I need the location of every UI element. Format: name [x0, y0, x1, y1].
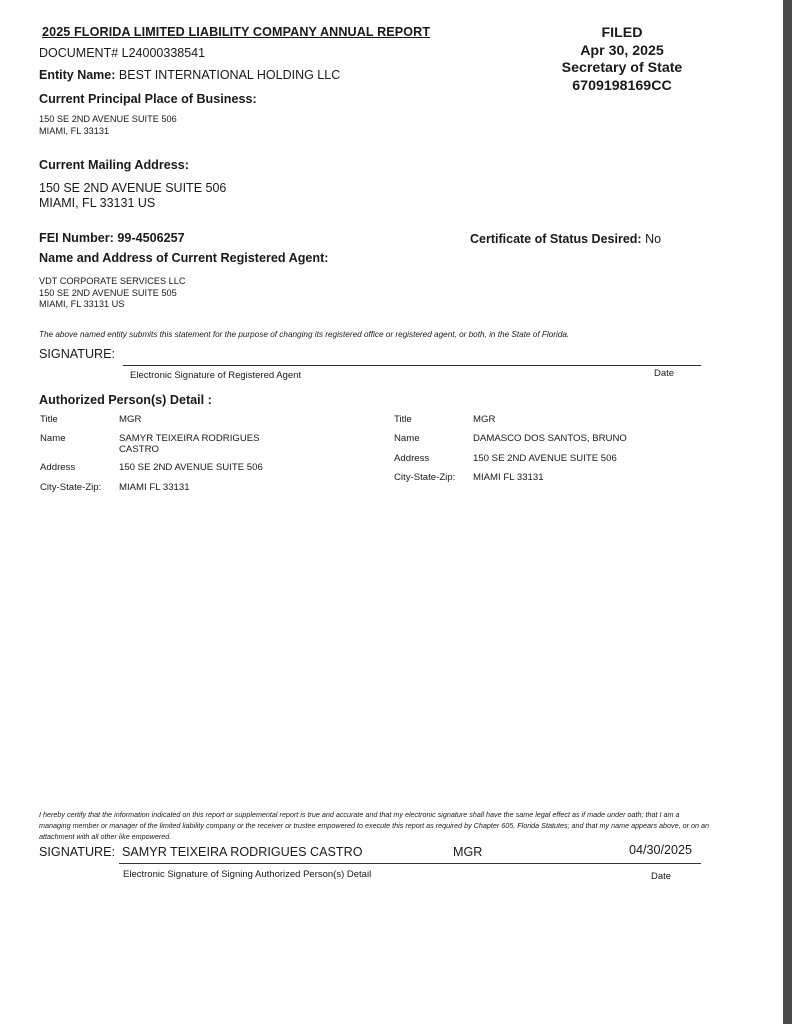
document-number: [39, 46, 205, 60]
registered-agent-line1: 150 SE 2ND AVENUE SUITE 505: [39, 288, 177, 298]
filed-status: FILED: [601, 25, 643, 41]
person1-title-label: Title: [40, 414, 58, 425]
agent-signature-caption: Electronic Signature of Registered Agent: [130, 370, 302, 381]
person1-name-label: Name: [40, 433, 66, 444]
person2-address: 150 SE 2ND AVENUE SUITE 506: [473, 453, 617, 464]
person2-name-label: Name: [394, 433, 420, 444]
principal-place-heading: Current Principal Place of Business:: [39, 92, 257, 106]
agent-statement: The above named entity submits this statement for the purpose of changing its registered office or registered agent, or both, in the State of Florida.: [39, 330, 570, 339]
certificate-value: No: [645, 232, 662, 246]
agent-date-caption: Date: [654, 368, 675, 379]
entity-name: [39, 68, 340, 82]
authorized-persons-heading: Authorized Person(s) Detail :: [39, 393, 212, 407]
certification-text: I hereby certify that the information indicated on this report or supplemental report is true and accurate and that my electronic signature shall have the same legal effect as if made under oath; that I am a managing member or manager of the limited liability company or the receiver or trustee empowered to execute this report as required by Chapter 605, Florida Statutes; and that my name appears above, or on an attachment with all other like empowered.: [39, 810, 709, 841]
filed-office: Secretary of State: [561, 60, 683, 76]
agent-signature-line: [123, 365, 701, 366]
entity-label: Entity Name:: [39, 68, 116, 82]
filed-date: Apr 30, 2025: [580, 42, 664, 59]
person2-address-label: Address: [394, 453, 430, 464]
filed-code: 6709198169CC: [572, 77, 672, 94]
person1-address-label: Address: [40, 462, 76, 473]
page-edge: [783, 0, 792, 1024]
person1-city-label: City-State-Zip:: [40, 482, 102, 493]
fei-value: 99-4506257: [117, 231, 185, 245]
registered-agent-heading: Name and Address of Current Registered Agent:: [39, 251, 329, 265]
person1-name-line2: CASTRO: [119, 444, 159, 455]
person1-city-state-zip: MIAMI FL 33131: [119, 482, 190, 493]
final-signature-caption: Electronic Signature of Signing Authorized Person(s) Detail: [123, 869, 372, 880]
final-signature-name: SAMYR TEIXEIRA RODRIGUES CASTRO: [122, 845, 363, 859]
final-signature-label: SIGNATURE:: [39, 845, 116, 859]
filed-stamp: [540, 25, 704, 95]
report-title: 2025 FLORIDA LIMITED LIABILITY COMPANY ANNUAL REPORT: [42, 25, 431, 39]
final-signature-title: MGR: [453, 845, 483, 859]
certificate-label: Certificate of Status Desired:: [470, 232, 642, 246]
mailing-address-line1: 150 SE 2ND AVENUE SUITE 506: [39, 181, 227, 195]
document-label: DOCUMENT#: [39, 46, 119, 60]
person1-name-line1: SAMYR TEIXEIRA RODRIGUES: [119, 433, 260, 444]
person1-address: 150 SE 2ND AVENUE SUITE 506: [119, 462, 263, 473]
agent-signature-label: SIGNATURE:: [39, 347, 116, 361]
final-signature-line: [119, 863, 701, 864]
final-signature-date: 04/30/2025: [629, 843, 693, 857]
principal-address-line1: 150 SE 2ND AVENUE SUITE 506: [39, 114, 177, 124]
registered-agent-line2: MIAMI, FL 33131 US: [39, 299, 125, 309]
entity-value: BEST INTERNATIONAL HOLDING LLC: [118, 68, 341, 82]
person2-city-state-zip: MIAMI FL 33131: [473, 472, 544, 483]
person2-title-label: Title: [394, 414, 412, 425]
mailing-address-heading: Current Mailing Address:: [39, 158, 189, 172]
certificate-of-status: [470, 232, 661, 246]
final-date-caption: Date: [651, 871, 672, 882]
fei-number: [39, 231, 185, 245]
person2-name: DAMASCO DOS SANTOS, BRUNO: [473, 433, 627, 444]
fei-label: FEI Number:: [39, 231, 114, 245]
mailing-address-line2: MIAMI, FL 33131 US: [39, 196, 156, 210]
document-value: L24000338541: [121, 46, 206, 60]
person2-city-label: City-State-Zip:: [394, 472, 456, 483]
person1-title: MGR: [119, 414, 142, 425]
registered-agent-name: VDT CORPORATE SERVICES LLC: [39, 276, 186, 286]
person2-title: MGR: [473, 414, 496, 425]
principal-address-line2: MIAMI, FL 33131: [39, 126, 110, 136]
